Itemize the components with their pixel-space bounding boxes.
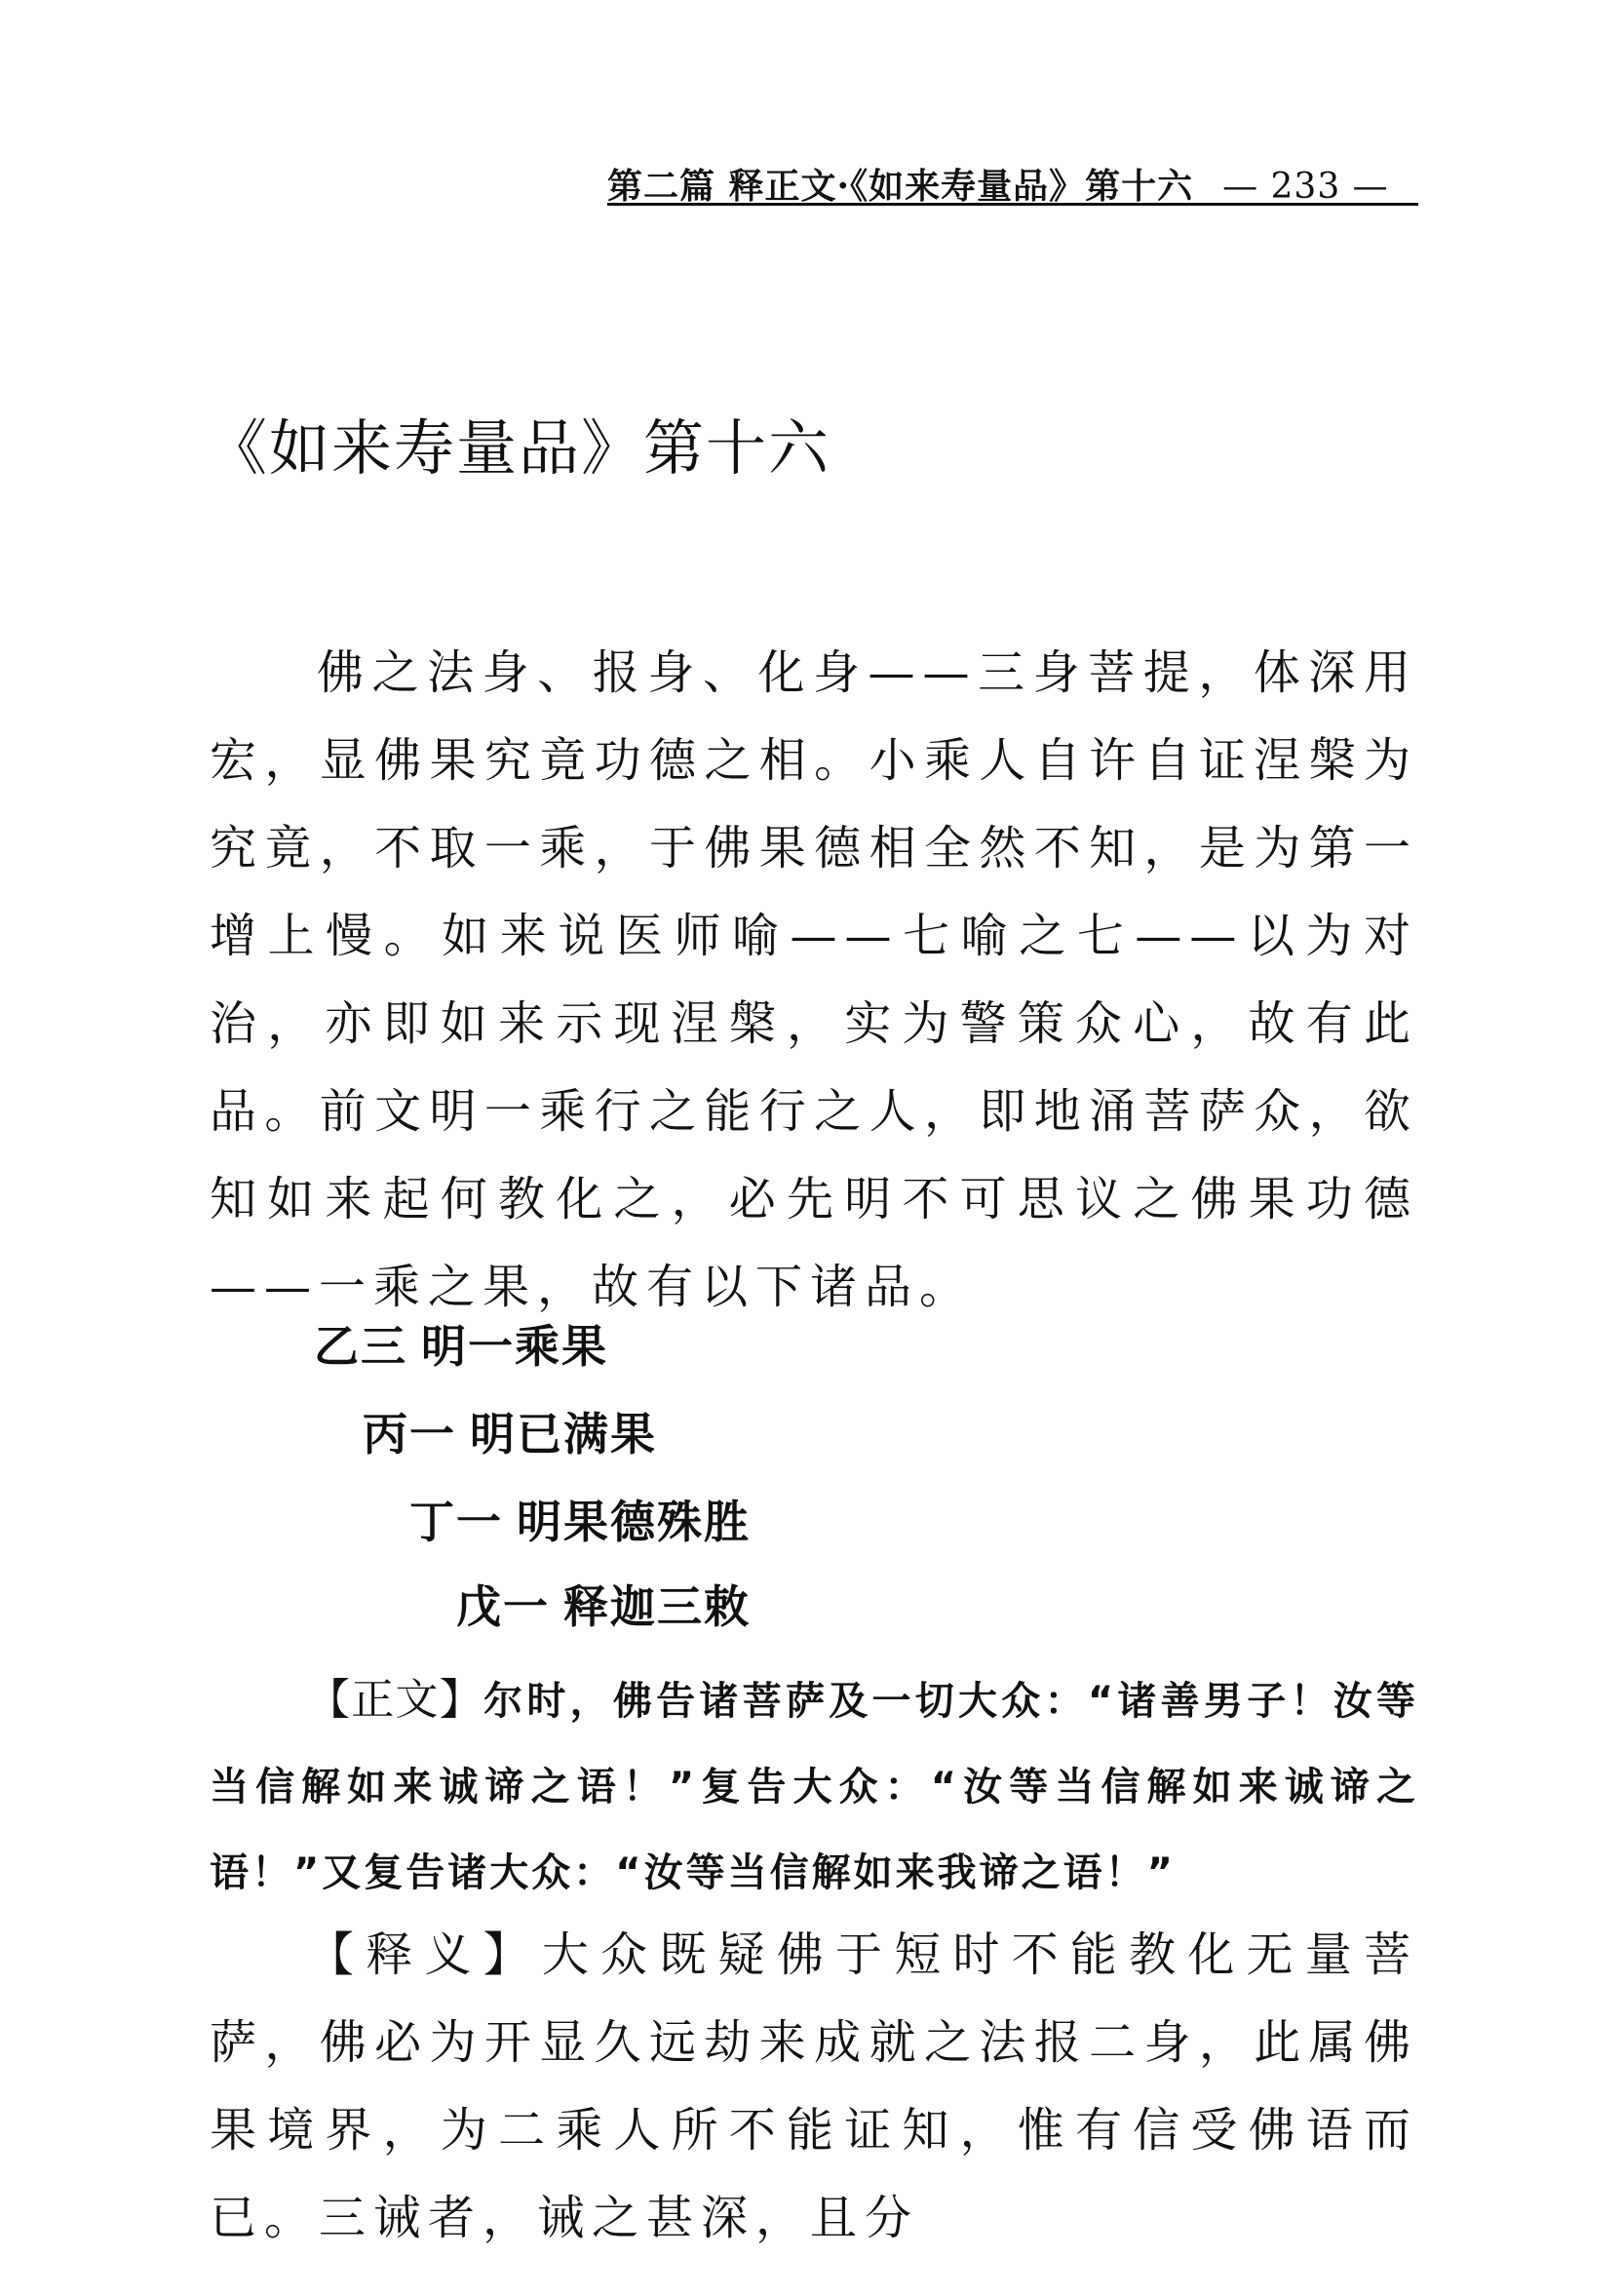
- header-rule: [607, 203, 1418, 206]
- outline-title: 释迦三敕: [563, 1580, 751, 1633]
- outline-number: 丁一: [409, 1496, 503, 1548]
- outline-title: 明一乘果: [421, 1320, 608, 1373]
- commentary-body: 大众既疑佛于短时不能教化无量菩萨，佛必为开显久远劫来成就之法报二身，此属佛果境界，为二乘人所不能证知，惟有信受佛语而已。三诫者，诫之甚深，且分: [210, 1927, 1418, 2245]
- outline-number: 戊一: [456, 1580, 550, 1633]
- outline-number: 乙三: [314, 1320, 407, 1373]
- outline-heading-2: [363, 1399, 657, 1463]
- chapter-title: 《如来寿量品》第十六: [207, 412, 831, 484]
- outline-number: 丙一: [363, 1408, 456, 1460]
- outline-heading-3: [409, 1487, 751, 1551]
- commentary-paragraph: [210, 1911, 1418, 2262]
- commentary-tag: 【释义】: [307, 1927, 542, 1982]
- outline-heading-1: [314, 1311, 608, 1376]
- running-head-title: 第二篇 释正文·《如来寿量品》第十六: [607, 166, 1194, 207]
- scripture-text-paragraph: [210, 1657, 1418, 1916]
- scripture-body: 尔时，佛告诸菩萨及一切大众：“诸善男子！汝等当信解如来诚谛之语！”复告大众：“汝等当信解如来诚谛之语！”又复告诸大众：“汝等当信解如来我谛之语！”: [210, 1679, 1418, 1895]
- intro-paragraph: 佛之法身、报身、化身——三身菩提，体深用宏，显佛果究竟功德之相。小乘人自许自证涅槃为究竟，不取一乘，于佛果德相全然不知，是为第一增上慢。如来说医师喻——七喻之七——以为对治，亦即如来示现涅槃，实为警策众心，故有此品。前文明一乘行之能行之人，即地涌菩萨众，欲知如来起何教化之，必先明不可思议之佛果功德——一乘之果，故有以下诸品。: [210, 645, 1418, 1314]
- running-head: [607, 159, 1418, 209]
- page-number: — 233 —: [1222, 167, 1389, 207]
- outline-heading-4: [456, 1572, 751, 1636]
- scripture-tag: 【正文】: [307, 1675, 484, 1725]
- outline-title: 明已满果: [470, 1408, 657, 1460]
- outline-title: 明果德殊胜: [517, 1496, 751, 1548]
